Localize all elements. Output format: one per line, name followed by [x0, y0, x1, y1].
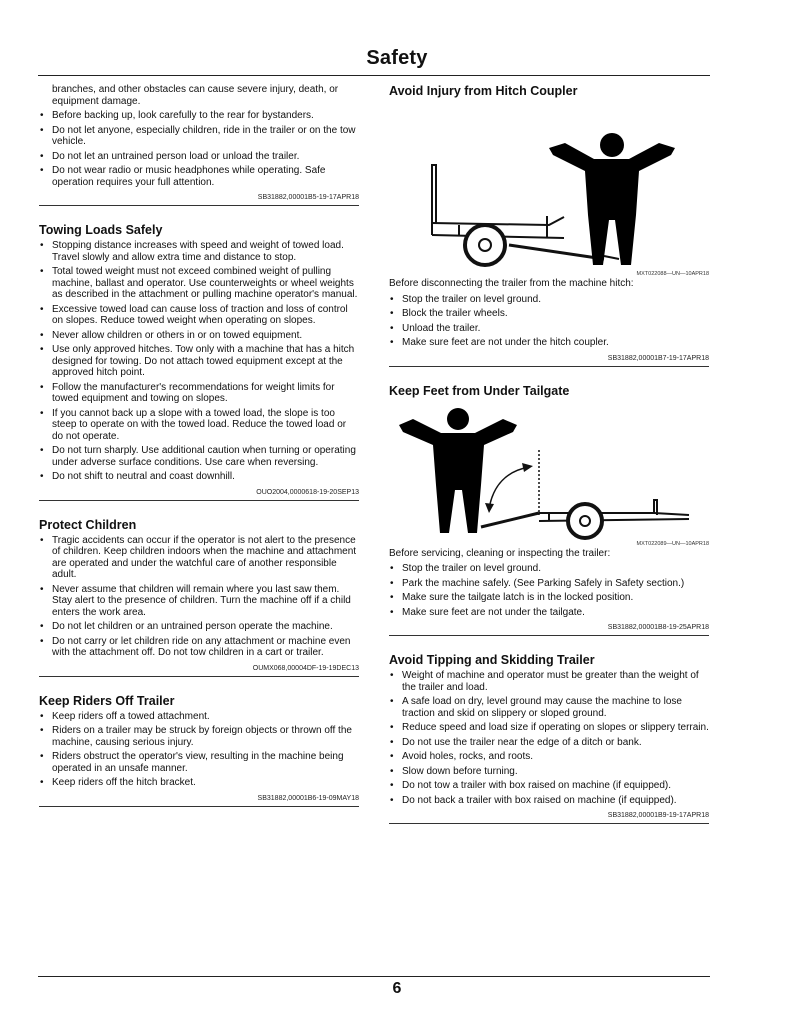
reference-code: SB31882,00001B6-19-09MAY18	[39, 794, 359, 807]
bullet-list	[389, 563, 709, 618]
list-item: • Keep riders off a towed attachment.	[39, 711, 359, 723]
list-item: • Park the machine safely. (See Parking Safely in Safety section.)	[389, 578, 709, 590]
footer-rule	[38, 976, 710, 977]
list-item: • Do not back a trailer with box raised on machine (if equipped).	[389, 795, 709, 807]
list-item: • Weight of machine and operator must be greater than the weight of the trailer and load.	[389, 670, 709, 693]
header-rule	[38, 75, 710, 76]
list-item: • Unload the trailer.	[389, 323, 709, 335]
reference-code: SB31882,00001B9-19-17APR18	[389, 811, 709, 824]
list-item: • Do not wear radio or music headphones while operating. Safe operation requires your full attention.	[39, 165, 359, 188]
list-item: • Use only approved hitches. Tow only with a machine that has a hitch designed for towing. Do not attach towed equipment except at the approved hitch point.	[39, 344, 359, 379]
list-item: • Tragic accidents can occur if the operator is not alert to the presence of children. Keep children indoors when the machine and attachment are operated and under the watchful care of another responsible adult.	[39, 535, 359, 581]
bullet-list	[39, 711, 359, 789]
list-item: • Do not carry or let children ride on any attachment or machine even with the attachment off. Do not tow children in a cart or trailer.	[39, 636, 359, 659]
figure-code: MXT022089—UN—10APR18	[636, 540, 709, 547]
list-item: • Do not shift to neutral and coast downhill.	[39, 471, 359, 483]
list-item: • Keep riders off the hitch bracket.	[39, 777, 359, 789]
section-towing-loads	[39, 223, 359, 501]
list-item: • Before backing up, look carefully to the rear for bystanders.	[39, 110, 359, 122]
list-item: • Excessive towed load can cause loss of traction and loss of control on slopes. Reduce towed weight when operating on slopes.	[39, 304, 359, 327]
list-item: • Block the trailer wheels.	[389, 308, 709, 320]
section-title: Avoid Tipping and Skidding Trailer	[389, 653, 595, 667]
reference-code: SB31882,00001B5-19-17APR18	[39, 193, 359, 206]
section-hitch-coupler	[389, 84, 709, 367]
reference-code: OUMX068,00004DF-19-19DEC13	[39, 664, 359, 677]
intro-text: Before servicing, cleaning or inspecting the trailer:	[389, 547, 611, 559]
list-item: • Never allow children or others in or on towed equipment.	[39, 330, 359, 342]
right-column	[389, 84, 709, 824]
reference-code: SB31882,00001B7-19-17APR18	[389, 354, 709, 367]
reference-code: SB31882,00001B8-19-25APR18	[389, 623, 709, 636]
bullet-list	[39, 110, 359, 188]
list-item: • Do not turn sharply. Use additional caution when turning or operating under adverse surface conditions. Use care when reversing.	[39, 445, 359, 468]
reference-code: OUO2004,0000618-19-20SEP13	[39, 488, 359, 501]
list-item: • A safe load on dry, level ground may cause the machine to lose traction and skid on slippery or sloped ground.	[389, 696, 709, 719]
left-column	[39, 84, 359, 807]
section-title: Keep Riders Off Trailer	[39, 693, 175, 708]
list-item: • Riders obstruct the operator's view, resulting in the machine being operated in an unsafe manner.	[39, 751, 359, 774]
page-title: Safety	[366, 47, 428, 69]
list-item: • Stopping distance increases with speed and weight of towed load. Travel slowly and allow extra time and distance to stop.	[39, 240, 359, 263]
list-item: • If you cannot back up a slope with a towed load, the slope is too steep to operate on with the towed load. Reduce the towed load or do not operate.	[39, 408, 359, 443]
list-item: • Never assume that children will remain where you last saw them. Stay alert to the presence of children. Turn the machine off if a child enters the work area.	[39, 584, 359, 619]
hitch-coupler-illustration	[389, 105, 709, 271]
list-item: • Riders on a trailer may be struck by foreign objects or thrown off the machine, causing serious injury.	[39, 725, 359, 748]
section-tipping-skidding	[389, 653, 709, 824]
figure-code: MXT022088—UN—10APR18	[636, 271, 709, 277]
continuation-text: branches, and other obstacles can cause severe injury, death, or equipment damage.	[52, 84, 339, 107]
section-title: Keep Feet from Under Tailgate	[389, 383, 570, 398]
section-tailgate	[389, 384, 709, 637]
section-title: Protect Children	[39, 517, 137, 532]
list-item: • Avoid holes, rocks, and roots.	[389, 751, 709, 763]
list-item: • Slow down before turning.	[389, 766, 709, 778]
section-continuation	[39, 84, 359, 206]
list-item: • Make sure the tailgate latch is in the locked position.	[389, 592, 709, 604]
page-number: 6	[392, 980, 402, 997]
section-title: Avoid Injury from Hitch Coupler	[389, 84, 578, 98]
list-item: • Do not let children or an untrained person operate the machine.	[39, 621, 359, 633]
list-item: • Make sure feet are not under the hitch coupler.	[389, 337, 709, 349]
bullet-list	[389, 294, 709, 349]
list-item: • Stop the trailer on level ground.	[389, 294, 709, 306]
intro-text: Before disconnecting the trailer from the machine hitch:	[389, 278, 634, 289]
list-item: • Do not use the trailer near the edge of a ditch or bank.	[389, 737, 709, 749]
list-item: • Stop the trailer on level ground.	[389, 563, 709, 575]
tailgate-illustration	[389, 405, 709, 541]
list-item: • Do not let anyone, especially children, ride in the trailer or on the tow vehicle.	[39, 125, 359, 148]
bullet-list	[39, 240, 359, 483]
bullet-list	[389, 670, 709, 806]
list-item: • Total towed weight must not exceed combined weight of pulling machine, ballast and operator. Use counterweights or wheel weights as described in the attachment or pulling machine operator's manual.	[39, 266, 359, 301]
list-item: • Follow the manufacturer's recommendations for weight limits for towed equipment and towing on slopes.	[39, 382, 359, 405]
list-item: • Do not tow a trailer with box raised on machine (if equipped).	[389, 780, 709, 792]
list-item: • Make sure feet are not under the tailgate.	[389, 607, 709, 619]
bullet-list	[39, 535, 359, 659]
list-item: • Do not let an untrained person load or unload the trailer.	[39, 151, 359, 163]
section-protect-children	[39, 518, 359, 677]
section-title: Towing Loads Safely	[39, 223, 163, 237]
list-item: • Reduce speed and load size if operating on slopes or slippery terrain.	[389, 722, 709, 734]
section-keep-riders-off	[39, 694, 359, 807]
